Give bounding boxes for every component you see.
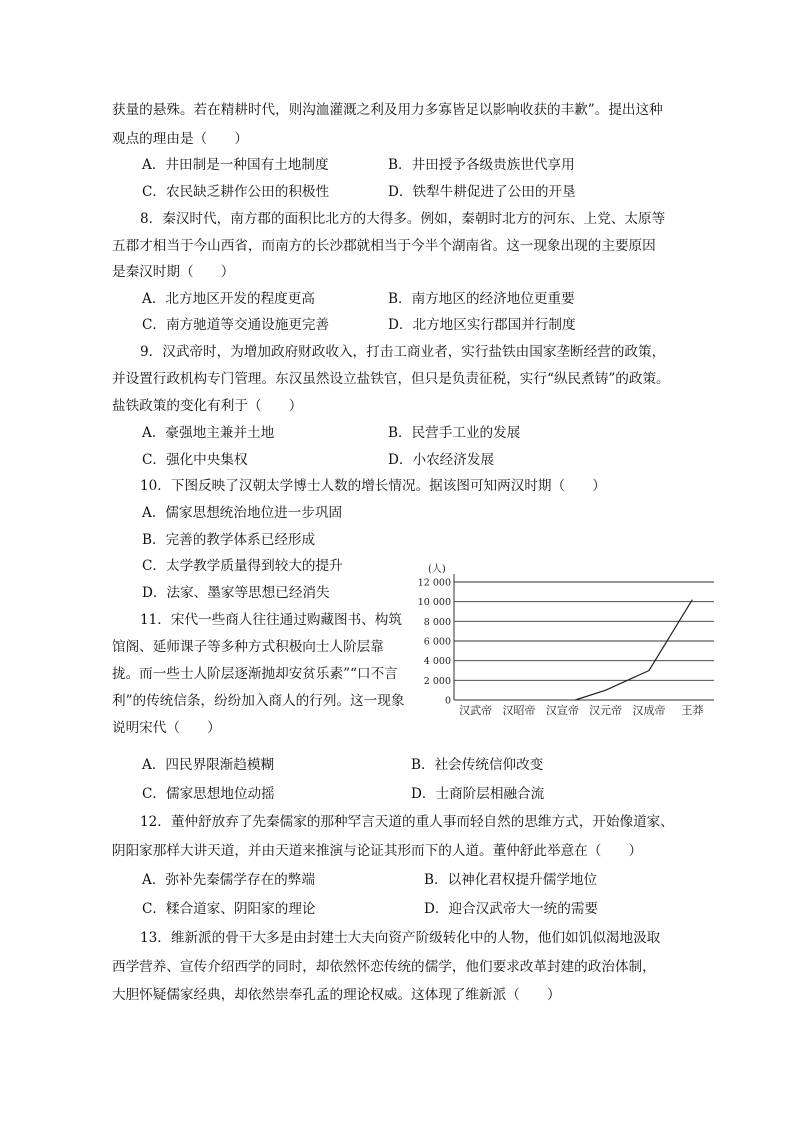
q8-text-line1: 8．秦汉时代，南方郡的面积比北方的大得多。例如，秦朝时北方的河东、上党、太原等 [140, 211, 666, 227]
q7-option-d: D．铁犁牛耕促进了公田的开垦 [388, 184, 576, 200]
q8-text-line3: 是秦汉时期（ ） [112, 264, 235, 280]
q11-option-a: A．四民界限渐趋模糊 [142, 757, 275, 773]
y-tick-label: 4 000 [423, 656, 451, 668]
x-tick-label: 汉武帝 [459, 704, 493, 717]
q8-option-a: A．北方地区开发的程度更高 [142, 291, 315, 307]
q10-option-c: C．太学教学质量得到较大的提升 [142, 558, 343, 574]
q7-text-line1: 获量的悬殊。若在精耕时代，则沟洫灌溉之利及用力多寡皆足以影响收获的丰歉”。提出这种 [112, 102, 663, 118]
q8-option-c: C．南方驰道等交通设施更完善 [142, 317, 330, 333]
q13-text-line3: 大胆怀疑儒家经典，却依然崇奉孔孟的理论权威。这体现了维新派（ ） [112, 987, 561, 1003]
q13-text-line2: 西学营养、宣传介绍西学的同时，却依然怀恋传统的儒学，他们要求改革封建的政治体制， [112, 959, 656, 975]
q9-option-c: C．强化中央集权 [142, 452, 248, 468]
y-tick-label: 6 000 [423, 636, 451, 648]
q8-option-d: D．北方地区实行郡国并行制度 [388, 317, 576, 333]
q13-text-line1: 13．维新派的骨干大多是由封建士大夫向资产阶级转化中的人物，他们如饥似渴地汲取 [140, 930, 661, 946]
q12-text-line1: 12．董仲舒放弃了先秦儒家的那种罕言天道的重人事而轻自然的思维方式，开始像道家、 [140, 814, 674, 830]
y-unit-label: (人) [428, 564, 446, 575]
q11-text-line5: 说明宋代（ ） [112, 720, 221, 736]
q9-option-d: D．小农经济发展 [388, 452, 495, 468]
q8-text-line2: 五郡才相当于今山西省，而南方的长沙郡就相当于今半个湖南省。这一现象出现的主要原因 [112, 238, 656, 254]
q7-option-b: B．井田授予各级贵族世代享用 [388, 157, 575, 173]
q11-text-line1: 11．宋代一些商人往往通过购藏图书、构筑 [140, 612, 402, 628]
q9-option-b: B．民营手工业的发展 [388, 425, 521, 441]
q7-option-a: A．井田制是一种国有土地制度 [142, 157, 329, 173]
q9-text-line2: 并设置行政机构专门管理。东汉虽然设立盐铁官，但只是负责征税，实行“纵民煮铸”的政策。 [112, 371, 670, 387]
q11-option-d: D．士商阶层相融合流 [411, 786, 545, 802]
y-tick-label: 2 000 [423, 675, 451, 687]
y-tick-label: 0 [444, 695, 451, 707]
q7-option-c: C．农民缺乏耕作公田的积极性 [142, 184, 330, 200]
y-tick-label: 10 000 [417, 597, 451, 609]
x-tick-label: 汉元帝 [589, 704, 623, 717]
x-tick-label: 汉昭帝 [502, 704, 536, 717]
q10-option-a: A．儒家思想统治地位进一步巩固 [142, 505, 343, 521]
q11-text-line2: 馆阁、延师课子等多种方式积极向士人阶层靠 [112, 639, 384, 655]
q12-option-a: A．弥补先秦儒学存在的弊端 [142, 872, 315, 888]
q12-text-line2: 阴阳家那样大讲天道，并由天道来推演与论证其形而下的人道。董仲舒此举意在（ ） [112, 843, 643, 859]
q10-option-b: B．完善的教学体系已经形成 [142, 532, 316, 548]
y-tick-label: 12 000 [417, 577, 451, 589]
y-tick-label: 8 000 [423, 616, 451, 628]
x-tick-label: 汉成帝 [632, 704, 666, 717]
q11-option-b: B．社会传统信仰改变 [411, 757, 544, 773]
q8-option-b: B．南方地区的经济地位更重要 [388, 291, 575, 307]
q12-option-b: B．以神化君权提升儒学地位 [424, 872, 598, 888]
q11-text-line3: 拢。而一些士人阶层逐渐抛却安贫乐素”“口不言 [112, 666, 398, 682]
q10-text-line1: 10．下图反映了汉朝太学博士人数的增长情况。据该图可知两汉时期（ ） [140, 478, 606, 494]
x-tick-label: 王莽 [681, 704, 704, 717]
q10-option-d: D．法家、墨家等思想已经消失 [142, 585, 330, 601]
q7-text-line2: 观点的理由是（ ） [112, 131, 248, 147]
q9-text-line1: 9．汉武帝时，为增加政府财政收入，打击工商业者，实行盐铁由国家垄断经营的政策， [140, 344, 666, 360]
q9-option-a: A．豪强地主兼并土地 [142, 425, 275, 441]
series-line [575, 600, 692, 700]
q11-text-line4: 利”的传统信条，纷纷加入商人的行列。这一现象 [112, 693, 405, 709]
q12-option-d: D．迎合汉武帝大一统的需要 [424, 901, 599, 917]
x-tick-label: 汉宣帝 [545, 704, 579, 717]
taixue-boshi-line-chart [410, 560, 720, 722]
q9-text-line3: 盐铁政策的变化有利于（ ） [112, 398, 303, 414]
q12-option-c: C．糅合道家、阴阳家的理论 [142, 901, 316, 917]
q11-option-c: C．儒家思想地位动摇 [142, 786, 275, 802]
